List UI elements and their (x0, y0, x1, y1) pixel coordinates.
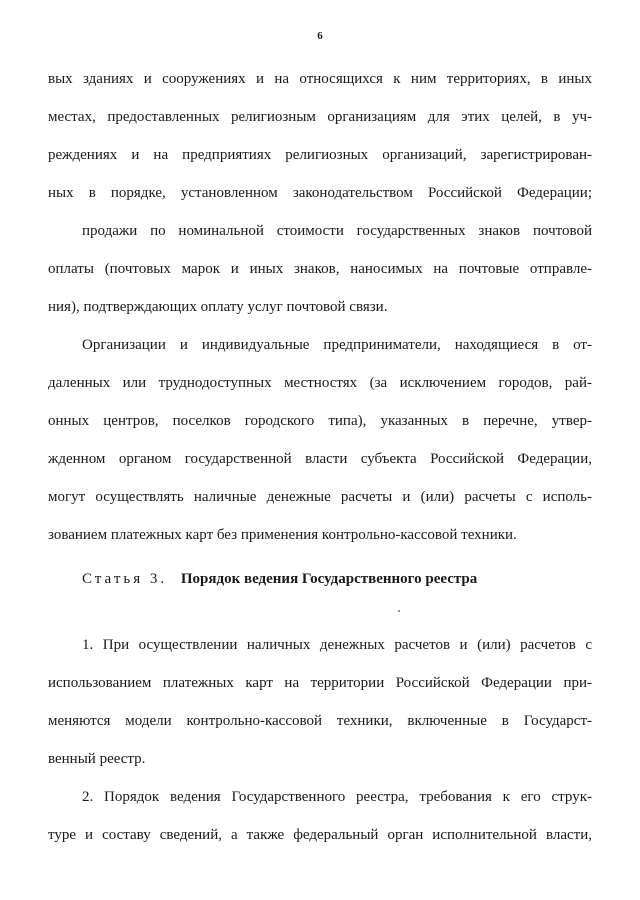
paragraph-4-line-1: 1. При осуществлении наличных денежных расчетов и (или) расчетов с (82, 637, 592, 653)
paragraph-3-line-6: зованием платежных карт без применения контрольно-кассовой техники. (48, 527, 517, 543)
article-label: Статья 3. (82, 571, 168, 587)
paragraph-2-line-1: продажи по номинальной стоимости государственных знаков почтовой (82, 223, 592, 239)
paragraph-5-line-2: туре и составу сведений, а также федеральный орган исполнительной власти, (48, 827, 592, 843)
scan-speck (398, 610, 400, 612)
paragraph-5-line-1: 2. Порядок ведения Государственного реестра, требования к его струк- (82, 789, 592, 805)
paragraph-3-line-1: Организации и индивидуальные предприниматели, находящиеся в от- (82, 337, 592, 353)
article-title: Порядок ведения Государственного реестра (180, 571, 478, 587)
page-number: 6 (317, 30, 323, 42)
paragraph-4-line-3: меняются модели контрольно-кассовой техники, включенные в Государст- (48, 713, 592, 729)
paragraph-1-line-2: местах, предоставленных религиозным организациям для этих целей, в уч- (48, 109, 592, 125)
paragraph-1-line-4: ных в порядке, установленном законодательством Российской Федерации; (48, 185, 592, 201)
paragraph-3-line-3: онных центров, поселков городского типа), указанных в перечне, утвер- (48, 413, 592, 429)
paragraph-3-line-5: могут осуществлять наличные денежные расчеты и (или) расчеты с исполь- (48, 489, 592, 505)
paragraph-2-line-2: оплаты (почтовых марок и иных знаков, наносимых на почтовые отправле- (48, 261, 592, 277)
paragraph-4-line-4: венный реестр. (48, 751, 146, 767)
paragraph-4-line-2: использованием платежных карт на территории Российской Федерации при- (48, 675, 592, 691)
paragraph-1-line-1: вых зданиях и сооружениях и на относящихся к ним территориях, в иных (48, 71, 592, 87)
paragraph-3-line-4: жденном органом государственной власти субъекта Российской Федерации, (48, 451, 592, 467)
paragraph-1-line-3: реждениях и на предприятиях религиозных организаций, зарегистрирован- (48, 147, 592, 163)
paragraph-2-line-3: ния), подтверждающих оплату услуг почтовой связи. (48, 299, 388, 315)
article-heading (82, 570, 477, 588)
paragraph-3-line-2: даленных или труднодоступных местностях (за исключением городов, рай- (48, 375, 592, 391)
